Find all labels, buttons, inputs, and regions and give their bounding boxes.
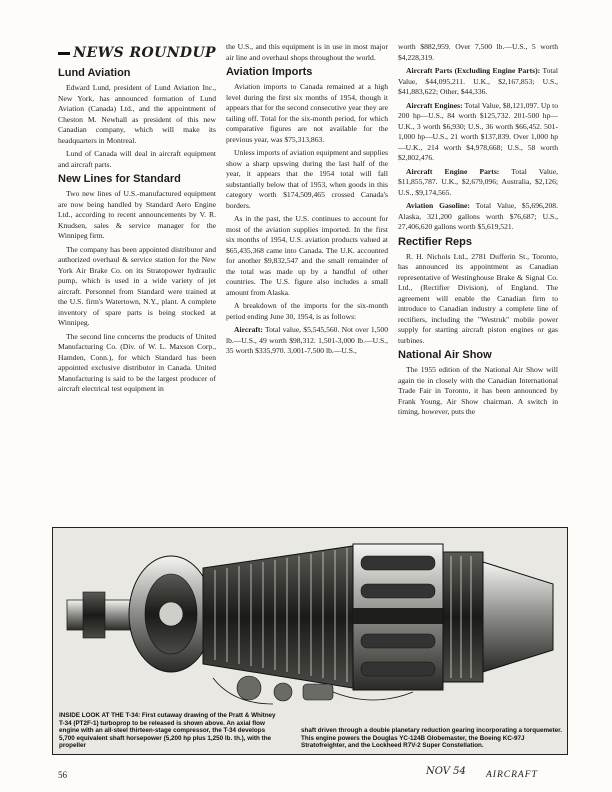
imports-paragraph-1: Aviation imports to Canada remained at a high level during the first six months of 1954, though it appears that for the second consecutive year they are tailing off. Total for the six-month period, for which comparative figures are not available for the previous year, was $75,313,863. — [226, 82, 388, 144]
imports-heading: Aviation Imports — [226, 66, 313, 78]
gasoline-breakdown — [398, 201, 558, 233]
column-1 — [58, 64, 216, 398]
standard-paragraph-2: The company has been appointed distributor and authorized overhaul & service station for the New York Air Brake Co. on its Stratopower hydraulic pump, which is used in a wide variety of jet aircraft. Personnel from Standard were trained at the U.S. firm's Watertown, N.Y., plant. A complete inventory of spare parts is being stocked at Winnipeg. — [58, 244, 216, 327]
imports-paragraph-2: Unless imports of aviation equipment and supplies show a sharp upswing during the last half of the year, it appears that the 1954 total will fall substantially below that of 1953, when goods in this category worth $174,509,465 crossed Canada's borders. — [226, 148, 388, 210]
standard-paragraph-1: Two new lines of U.S.-manufactured equipment are now being handled by Standard Aero Engine Ltd., according to recent announcements by V. R. Knudsen, sales & service manager for the Winnipeg firm. — [58, 189, 216, 240]
imports-continuation: worth $882,959. Over 7,500 lb.—U.S., 5 worth $4,228,319. — [398, 42, 558, 62]
engine-parts-lead: Aircraft Engine Parts: — [406, 166, 500, 176]
column-2 — [226, 42, 388, 360]
page-number: 56 — [58, 770, 67, 780]
standard-paragraph-3: The second line concerns the products of United Manufacturing Co. (Div. of W. L. Maxson Corp., Hamden, Conn.), for which Standard has been appointed exclusive distributor in Canada. United Manufacturing is said to be the largest producer of aircraft electrical test equipment in — [58, 331, 216, 393]
lund-paragraph-1: Edward Lund, president of Lund Aviation Inc., New York, has announced formation of Lund Aviation (Canada) Ltd., and the appointment of Cheston M. Newhall as president of this new Canadian company, which will make its headquarters in Montreal. — [58, 83, 216, 145]
handwritten-date: NOV 54 — [426, 766, 466, 777]
imports-paragraph-3: As in the past, the U.S. continues to account for most of the aviation supplies imported. In the first six months of 1954, U.S. aviation products valued at $65,435,368 came into Canada. The U.K. accounted for another $9,832,547 and the small remainder of the total was made up by a handful of other countries. The U.S. figure also includes a small amount from Alaska. — [226, 214, 388, 297]
magazine-name: AIRCRAFT — [486, 770, 538, 780]
lund-paragraph-2: Lund of Canada will deal in aircraft equipment and aircraft parts. — [58, 149, 216, 169]
parts-lead: Aircraft Parts (Excluding Engine Parts): — [406, 66, 541, 75]
engine-parts-breakdown — [398, 167, 558, 199]
aircraft-lead: Aircraft: — [234, 325, 263, 334]
engine-parts-text: Total Value, $11,855,787. U.K., $2,679,096; Australia, $2,126; U.S., $9,174,565. — [398, 166, 558, 197]
aircraft-text: Total value, $5,545,560. Not over 1,500 lb.—U.S., 49 worth $98,312. 1,501-3,000 lb.—U.S., 35 worth $335,970. 3,001-7,500 lb.—U.S., — [226, 325, 388, 355]
lund-heading: Lund Aviation — [58, 67, 131, 79]
aircraft-breakdown — [226, 325, 388, 357]
figure-caption-right: shaft driven through a double planetary reduction gearing incorporating a torquemeter. This engine powers the Douglas YC-124B Globemaster, the Boeing KC-97J Stratofreighter, and the Lockheed R7V-2 Super Constellation. — [301, 727, 563, 750]
airshow-heading: National Air Show — [398, 349, 492, 361]
imports-paragraph-4: A breakdown of the imports for the six-month period ending June 30, 1954, is as follows: — [226, 301, 388, 321]
section-title: NEWS ROUNDUP — [73, 45, 216, 61]
rectifier-paragraph: R. H. Nichols Ltd., 2781 Dufferin St., Toronto, has announced its appointment as Canadian representative of Westinghouse Brake & Signal Co. Ltd., (Rectifier Division), of England. The agreement will enable the Canadian firm to introduce to Canadian industry a complete line of rectifiers, including the "Westruk" mobile power supply for starting aircraft piston engines or gas turbines. — [398, 251, 558, 345]
masthead-rule — [58, 52, 70, 55]
gasoline-lead: Aviation Gasoline: — [406, 201, 470, 210]
engines-lead: Aircraft Engines: — [406, 100, 463, 110]
standard-continuation: the U.S., and this equipment is in use in most major air line and overhaul shops throughout the world. — [226, 42, 388, 62]
parts-breakdown — [398, 66, 558, 98]
rectifier-heading: Rectifier Reps — [398, 235, 472, 248]
gasoline-text: Total Value, $5,696,208. Alaska, 321,200 gallons worth $76,687; U.S., 27,406,620 gallons worth $5,619,521. — [398, 201, 558, 231]
parts-text: Total Value, $44,095,211. U.K., $2,167,853; U.S., $41,883,622; Other, $44,336. — [398, 66, 558, 96]
standard-heading: New Lines for Standard — [58, 173, 181, 185]
engine-cutaway-figure — [52, 527, 568, 755]
column-3 — [398, 42, 558, 421]
airshow-paragraph: The 1955 edition of the National Air Show will again tie in closely with the Canadian International Trade Fair in Toronto, it has been announced by Frank Young, Air Show chairman. A switch in timing, however, puts the — [398, 365, 558, 416]
engines-breakdown — [398, 101, 558, 164]
figure-caption-left: INSIDE LOOK AT THE T-34: First cutaway drawing of the Pratt & Whitney T-34 (PT2F-1) turboprop to be released is shown above. An axial flow engine with an all-steel thirteen-stage compressor, the T-34 develops 5,700 equivalent shaft horsepower (5,200 hp plus 1,250 lb. th.), with the propeller — [59, 712, 281, 750]
masthead — [58, 44, 216, 62]
engines-text: Total Value, $8,121,097. Up to 200 hp—U.S., 84 worth $125,732. 201-500 hp—U.K., 3 worth $6,930; U.S., 36 worth $66,452. 501-1,000 hp—U.S., 21 worth $137,839. Over 1,000 hp—U.K., 214 worth $4,978,668; U.S., 58 worth $2,802,476. — [398, 100, 558, 162]
